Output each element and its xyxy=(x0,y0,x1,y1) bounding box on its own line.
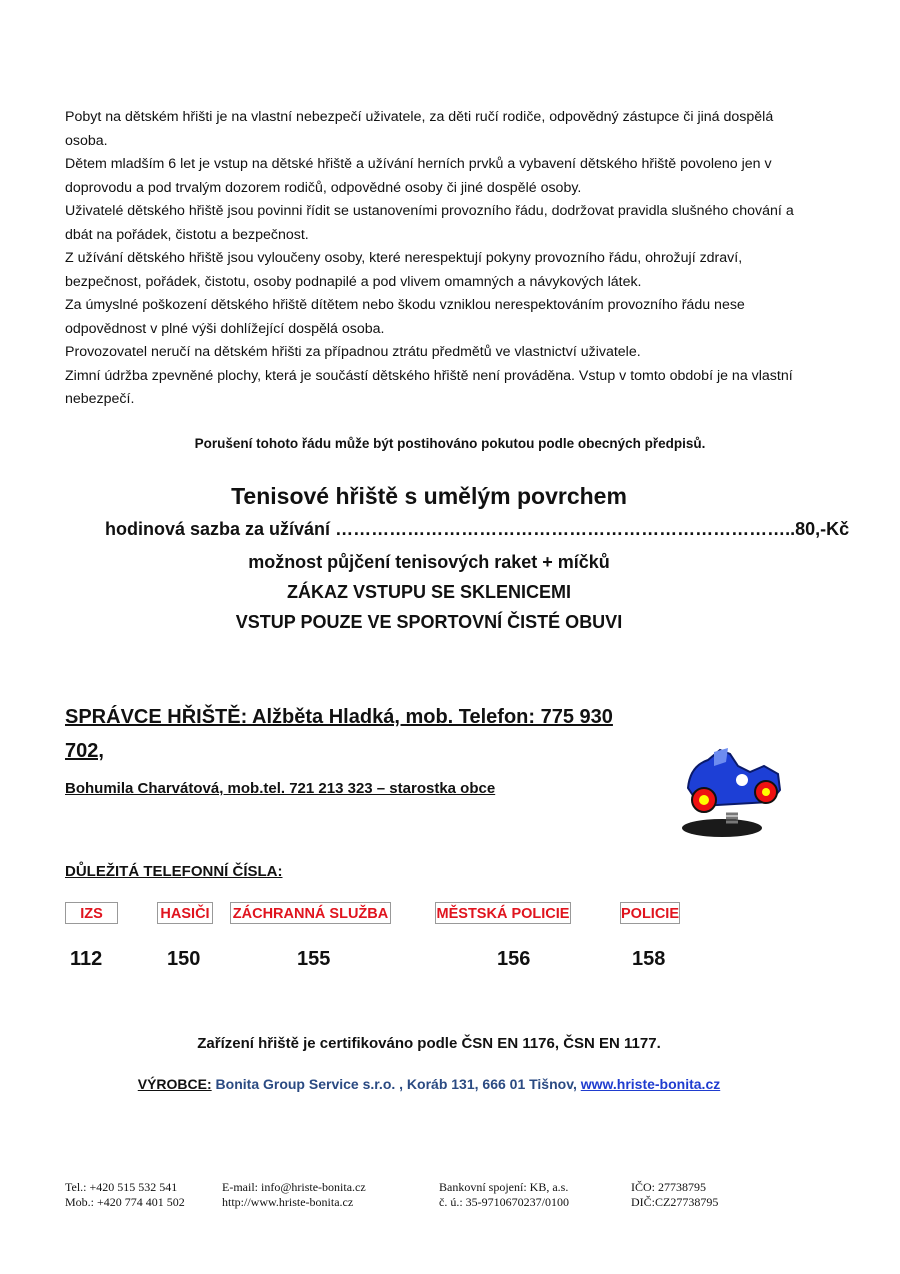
rule-1: Pobyt na dětském hřišti je na vlastní nebezpečí uživatele, za děti ručí rodiče, odpovědný zástupce či jiná dospělá osoba. xyxy=(65,109,774,149)
service-number-hasici: 150 xyxy=(167,948,201,970)
service-label-hasici: HASIČI xyxy=(157,902,213,924)
footer-http: http://www.hriste-bonita.cz xyxy=(222,1195,354,1209)
rule-2: Dětem mladším 6 let je vstup na dětské hřiště a užívání herních prvků a vybavení dětského hřiště povoleno jen v doprovodu a pod trvalým dozorem rodičů, odpovědné osoby či jiné dospělé osoby. xyxy=(65,156,772,196)
manufacturer-label: VÝROBCE: xyxy=(137,1076,212,1092)
service-number-zachranna-sluzba: 155 xyxy=(297,948,331,970)
admin-line-2: 702, xyxy=(65,740,104,762)
admin-line-1: SPRÁVCE HŘIŠTĚ: Alžběta Hladká, mob. Telefon: 775 930 xyxy=(65,706,613,728)
manufacturer xyxy=(0,1076,858,1092)
rate-label: hodinová sazba za užívání xyxy=(105,519,331,539)
footer-phones xyxy=(65,1180,185,1210)
rate-dots: ………………………………………………………………….. xyxy=(335,519,796,539)
service-number-policie: 158 xyxy=(632,948,666,970)
tennis-no-glass: ZÁKAZ VSTUPU SE SKLENICEMI xyxy=(286,582,572,602)
rule-5: Za úmyslné poškození dětského hřiště dítětem nebo škodu vzniklou nerespektováním provozního řádu nese odpovědnost v plné výši dohlížející dospělá osoba. xyxy=(65,297,745,337)
rule-3: Uživatelé dětského hřiště jsou povinni řídit se ustanoveními provozního řádu, dodržovat pravidla slušného chování a dbát na pořádek, čistotu a bezpečnost. xyxy=(65,203,794,243)
rule-7: Zimní údržba zpevněné plochy, která je součástí dětského hřiště není prováděna. Vstup v tomto období je na vlastní nebezpečí. xyxy=(65,367,793,407)
footer-web xyxy=(222,1180,366,1210)
service-number-mestska-policie: 156 xyxy=(497,948,531,970)
service-label-policie: POLICIE xyxy=(620,902,680,924)
tennis-rate xyxy=(105,519,850,540)
rate-value: 80,-Kč xyxy=(795,519,850,539)
phones-heading: DŮLEŽITÁ TELEFONNÍ ČÍSLA: xyxy=(65,863,283,880)
rule-4: Z užívání dětského hřiště jsou vyloučeny osoby, které nerespektují pokyny provozního řádu, ohrožují zdraví, bezpečnost, pořádek, čistotu, osoby podnapilé a pod vlivem omamných a návykových látek. xyxy=(65,250,743,290)
certification: Zařízení hřiště je certifikováno podle ČSN EN 1176, ČSN EN 1177. xyxy=(197,1035,661,1052)
mayor-contact: Bohumila Charvátová, mob.tel. 721 213 323 – starostka obce xyxy=(65,780,496,797)
spring-rider-car-icon xyxy=(680,744,784,838)
footer-tel: Tel.: +420 515 532 541 xyxy=(65,1180,178,1194)
footer-mob: Mob.: +420 774 401 502 xyxy=(65,1195,185,1209)
service-label-mestska-policie: MĚSTSKÁ POLICIE xyxy=(435,902,571,924)
tennis-shoes: VSTUP POUZE VE SPORTOVNÍ ČISTÉ OBUVI xyxy=(235,612,623,632)
footer-account: č. ú.: 35-9710670237/0100 xyxy=(439,1195,569,1209)
administrator xyxy=(65,700,645,768)
manufacturer-web-link[interactable]: www.hriste-bonita.cz xyxy=(580,1076,721,1092)
fine-notice: Porušení tohoto řádu může být postihováno pokutou podle obecných předpisů. xyxy=(194,436,706,451)
tennis-rental: možnost půjčení tenisových raket + míčků xyxy=(248,552,610,572)
footer-ico: IČO: 27738795 xyxy=(631,1180,706,1194)
playground-rules xyxy=(65,106,810,412)
rule-6: Provozovatel neručí na dětském hřišti za případnou ztrátu předmětů ve vlastnictví uživatele. xyxy=(65,344,641,360)
tennis-title: Tenisové hřiště s umělým povrchem xyxy=(231,483,627,509)
footer-bank xyxy=(439,1180,569,1210)
footer-dic: DIČ:CZ27738795 xyxy=(631,1195,719,1209)
service-label-izs: IZS xyxy=(65,902,118,924)
service-number-izs: 112 xyxy=(70,948,103,970)
footer-ids xyxy=(631,1180,718,1210)
footer-email: E-mail: info@hriste-bonita.cz xyxy=(222,1180,366,1194)
footer-bank-name: Bankovní spojení: KB, a.s. xyxy=(439,1180,569,1194)
manufacturer-company: Bonita Group Service s.r.o. , Koráb 131, 666 01 Tišnov, xyxy=(215,1076,577,1092)
service-label-zachranna-sluzba: ZÁCHRANNÁ SLUŽBA xyxy=(230,902,391,924)
